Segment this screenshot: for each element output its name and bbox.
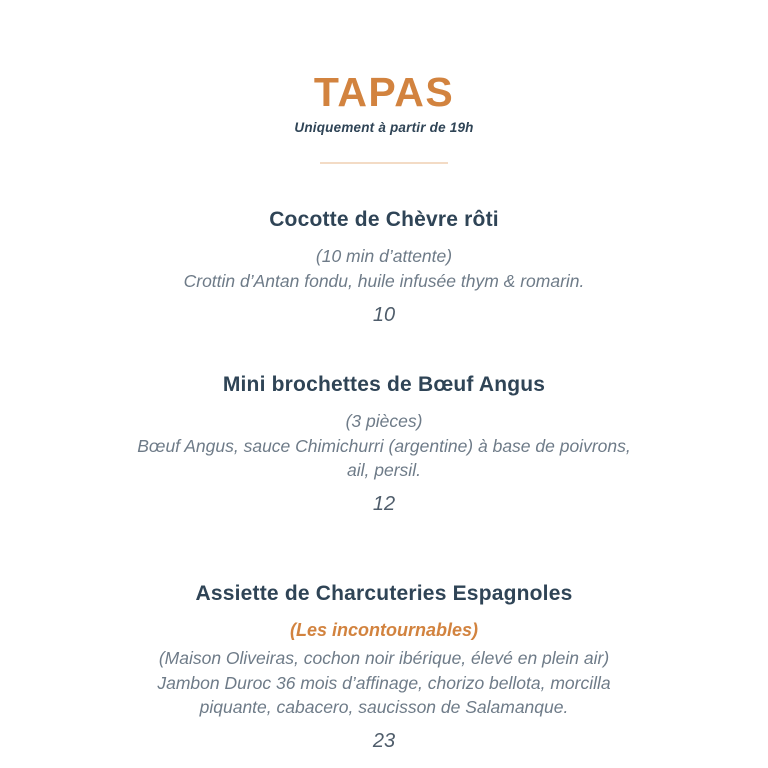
item-description: Jambon Duroc 36 mois d’affinage, chorizo bellota, morcilla piquante, cabacero, saucisson de Salamanque. <box>157 672 611 718</box>
menu-section-title: TAPAS <box>313 69 455 115</box>
divider <box>320 162 448 164</box>
menu-item-charcuteries-espagnoles <box>0 582 768 753</box>
item-name: Cocotte de Chèvre rôti <box>269 208 499 231</box>
item-note: (3 pièces) <box>345 410 423 431</box>
item-name: Mini brochettes de Bœuf Angus <box>222 372 546 396</box>
menu-header <box>0 69 768 135</box>
item-highlight-note: (Les incontournables) <box>289 620 478 641</box>
item-price: 12 <box>372 493 396 516</box>
item-name: Assiette de Charcuteries Espagnoles <box>195 582 573 606</box>
item-description: Crottin d’Antan fondu, huile infusée thym & romarin. <box>183 270 585 291</box>
item-note: (Maison Oliveiras, cochon noir ibérique, élevé en plein air) <box>158 647 610 668</box>
item-price: 10 <box>372 303 396 326</box>
item-price: 23 <box>372 730 396 753</box>
menu-section-subtitle: Uniquement à partir de 19h <box>294 120 474 135</box>
menu-item-brochettes-boeuf <box>0 373 768 517</box>
menu-item-cocotte-chevre <box>0 208 768 327</box>
item-description: Bœuf Angus, sauce Chimichurri (argentine) à base de poivrons, ail, persil. <box>137 435 631 481</box>
item-note: (10 min d’attente) <box>315 246 453 266</box>
